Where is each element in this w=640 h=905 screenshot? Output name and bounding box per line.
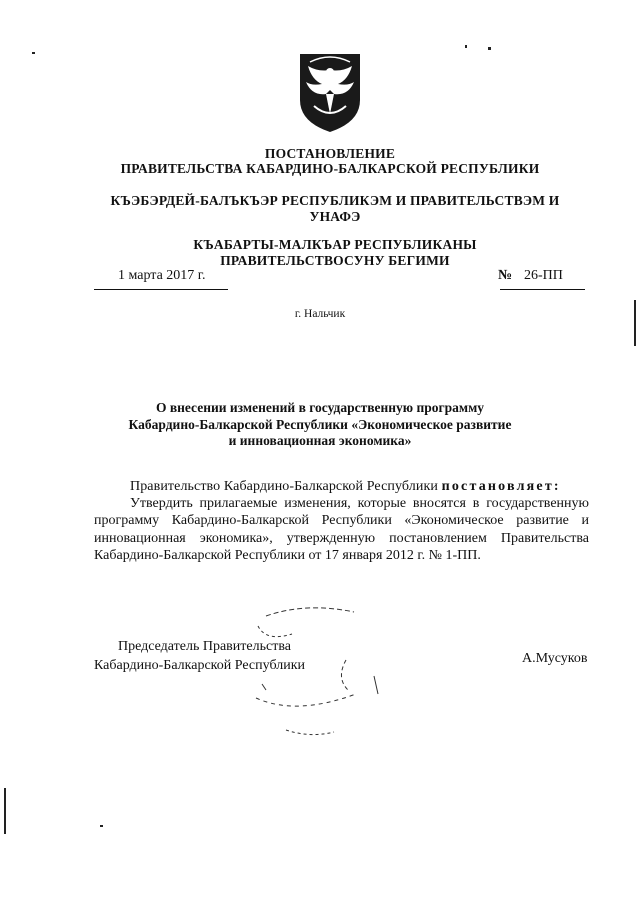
scan-artifact [32,52,35,54]
decree-intro-text: Правительство Кабардино-Балкарской Республики [130,479,438,494]
issuer-name-balkar: КЪАБАРТЫ-МАЛКЪАР РЕСПУБЛИКАНЫ ПРАВИТЕЛЬСТВОСУНУ БЕГИМИ [193,237,477,268]
signatory-title-line: Председатель Правительства [118,639,291,654]
issue-city: г. Нальчик [294,308,346,320]
scan-artifact [100,825,103,827]
decree-paragraph [94,495,589,564]
document-number: 26-ПП [524,268,563,283]
scan-artifact [488,47,491,50]
subject-line: Кабардино-Балкарской Республики «Экономическое развитие [128,416,512,432]
number-label: № [498,268,513,283]
scan-artifact [634,300,636,346]
date-underline [94,289,228,290]
decree-paragraph-text: Утвердить прилагаемые изменения, которые вносятся в государственную программу Кабардино-Балкарской Республики «Экономическое развитие и инновационная экономика», утвержденную постановлением Правительства Кабардино-Балкарской Республики от 17 января 2012 г. № 1-ПП. [94,496,589,563]
issuer-name-kabardian: КЪЭБЭРДЕЙ-БАЛЪКЪЭР РЕСПУБЛИКЭМ И ПРАВИТЕЛЬСТВЭМ И УНАФЭ [110,193,560,224]
subject-line: О внесении изменений в государственную программу [155,400,485,415]
document-title: ПОСТАНОВЛЕНИЕ [264,146,396,161]
subject-line: и инновационная экономика» [228,433,412,448]
signatory-title-line: Кабардино-Балкарской Республики [94,658,305,673]
number-underline [500,289,585,290]
signatory-title [94,637,305,675]
scan-artifact [465,45,467,48]
decree-keyword: постановляет: [441,479,561,494]
coat-of-arms-emblem-icon [296,50,364,134]
signatory-name: А.Мусуков [522,651,588,666]
scan-artifact [4,788,6,834]
document-subject [110,400,530,450]
issuer-name-ru: ПРАВИТЕЛЬСТВА КАБАРДИНО-БАЛКАРСКОЙ РЕСПУБЛИКИ [120,161,540,176]
decree-intro [130,479,561,495]
document-date: 1 марта 2017 г. [118,268,206,283]
